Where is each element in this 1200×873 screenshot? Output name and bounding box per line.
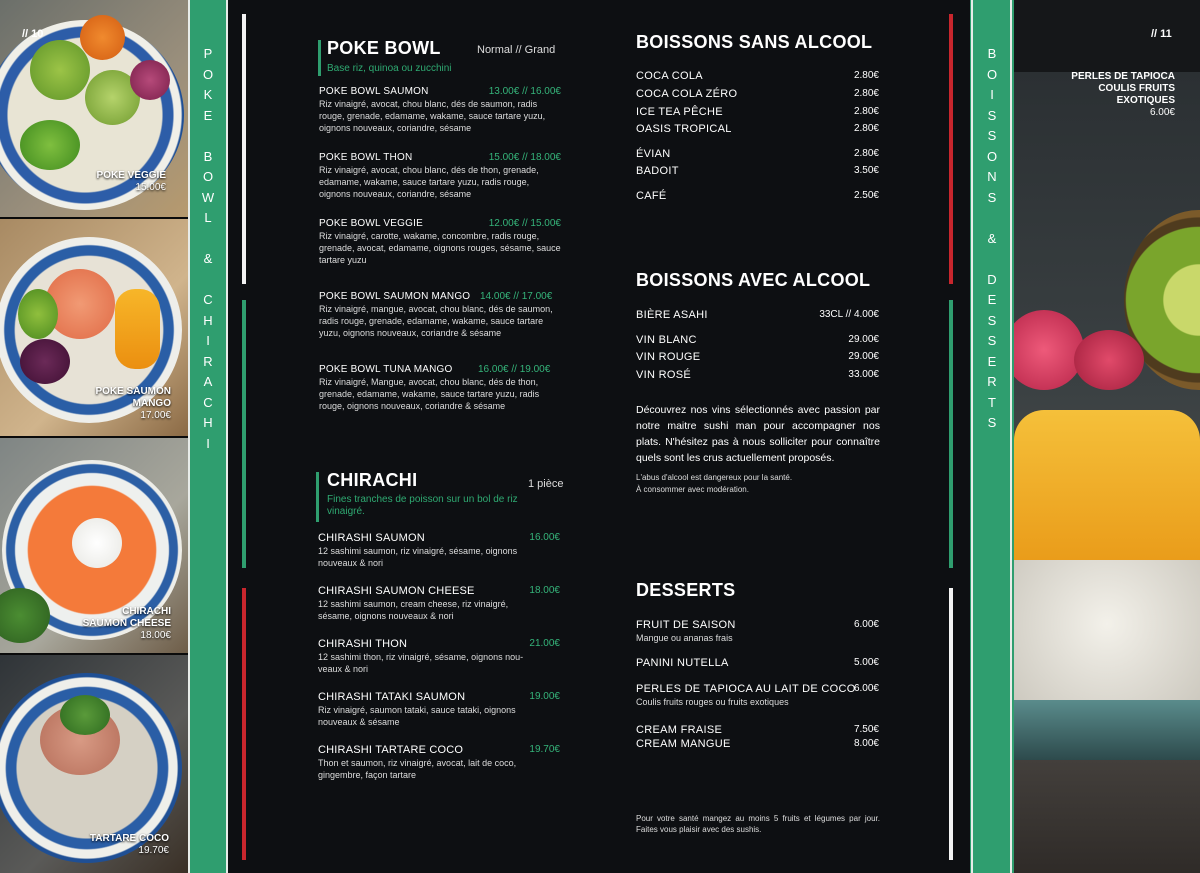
drink-item — [636, 351, 879, 363]
drink-item — [636, 309, 879, 321]
item-price: 6.00€ — [853, 619, 879, 630]
item-price: 2.80€ — [853, 123, 879, 134]
drink-item — [636, 369, 879, 381]
item-price: 2.80€ — [853, 88, 879, 99]
health-note: Pour votre santé mangez au moins 5 fruits et légumes par jour. Faites vous plaisir avec des sushis. — [636, 814, 880, 834]
band-vertical-text-left — [193, 44, 223, 454]
soft-drinks-title: BOISSONS SANS ALCOOL — [636, 32, 873, 52]
menu-item — [319, 364, 561, 412]
item-name: COCA COLA ZÉRO — [636, 88, 738, 100]
drink-item — [636, 123, 879, 135]
band-letter: D — [987, 271, 997, 287]
band-letter: T — [988, 394, 996, 410]
item-price: 16.00€ — [529, 532, 560, 543]
item-name: CHIRASHI THON — [318, 638, 408, 650]
band-letter: & — [987, 230, 997, 246]
drink-item — [636, 148, 879, 160]
drink-item — [636, 165, 879, 177]
item-price: 19.00€ — [529, 691, 560, 702]
band-letter — [977, 208, 1007, 229]
dessert-item — [636, 619, 879, 644]
bar-red-right — [949, 14, 953, 284]
drink-item — [636, 88, 879, 100]
caption-poke-veggie: POKE VEGGIE 15.00€ — [96, 170, 166, 193]
item-name: BADOIT — [636, 165, 679, 177]
band-letter: A — [203, 374, 213, 389]
band-letter: O — [986, 148, 998, 164]
poke-title-accent — [318, 40, 321, 76]
band-letter — [977, 249, 1007, 270]
menu-item — [319, 152, 561, 200]
band-letter: C — [203, 394, 213, 410]
item-name: VIN ROUGE — [636, 351, 701, 363]
item-name: POKE BOWL SAUMON MANGO — [319, 291, 471, 302]
item-name: OASIS TROPICAL — [636, 123, 732, 135]
menu-item — [318, 532, 560, 569]
menu-item — [319, 291, 561, 339]
menu-item — [319, 218, 561, 266]
bar-green-right — [949, 300, 953, 568]
item-name: PANINI NUTELLA — [636, 657, 729, 669]
menu-item — [319, 86, 561, 134]
alcohol-warning-2: À consommer avec modération. — [636, 485, 749, 494]
item-price: 19.70€ — [529, 744, 560, 755]
item-price: 2.80€ — [853, 148, 879, 159]
band-letter: I — [206, 333, 210, 348]
item-price: 16.00€ // 19.00€ — [478, 364, 551, 375]
item-price: 33CL // 4.00€ — [819, 309, 879, 320]
item-name: BIÈRE ASAHI — [636, 309, 708, 321]
item-price: 2.50€ — [853, 190, 879, 201]
band-letter: R — [203, 353, 213, 369]
band-letter: B — [203, 148, 213, 164]
item-description: Riz vinaigré, Mangue, avocat, chou blanc, dés de thon, grenade, edamame, wakame, sauce tartare yuzu, radis rouge, oignons nouveaux, coriandre & sésame — [319, 377, 540, 411]
band-letter: N — [987, 169, 997, 184]
item-name: CHIRASHI TARTARE COCO — [318, 744, 464, 756]
drink-item — [636, 106, 879, 118]
band-letter: O — [986, 66, 998, 82]
band-letter: E — [987, 292, 997, 307]
caption-chirachi-saumon-cheese: CHIRACHI SAUMON CHEESE 18.00€ — [82, 606, 171, 641]
item-price: 7.50€ — [853, 724, 879, 735]
wine-paragraph: Découvrez nos vins sélectionnés avec passion par notre maitre sushi man pour accompagner nos plats. N'hésitez pas à nous solliciter pour connaître quels sont les crus actuellement proposés. — [636, 404, 880, 464]
bar-red-left — [242, 588, 246, 860]
menu-item — [318, 638, 560, 675]
item-description: Riz vinaigré, carotte, wakame, concombre, radis rouge, grenade, avocat, edamame, oignons rouges, sésame, sauce tartare yuzu — [319, 231, 561, 265]
band-letter: W — [201, 189, 215, 205]
bar-white-left — [242, 14, 246, 284]
band-letter: S — [987, 415, 997, 430]
item-description: Riz vinaigré, saumon tataki, sauce tataki, oignons nouveaux & sésame — [318, 705, 516, 727]
item-name: VIN ROSÉ — [636, 369, 691, 381]
dessert-item — [636, 683, 879, 708]
item-description: Riz vinaigré, mangue, avocat, chou blanc, dés de saumon, radis rouge, grenade, edamame, wakame, sauce tartare yuzu, oignons nouveaux, coriandre & sésame — [319, 304, 553, 338]
band-letter: S — [987, 333, 997, 348]
item-name: CHIRASHI SAUMON CHEESE — [318, 585, 475, 597]
band-letter — [193, 270, 223, 291]
band-letter: O — [202, 66, 214, 82]
bar-green-left — [242, 300, 246, 568]
item-price: 12.00€ // 15.00€ — [488, 218, 561, 229]
band-letter: I — [990, 87, 994, 102]
item-description: 12 sashimi thon, riz vinaigré, sésame, oignons nou-veaux & nori — [318, 652, 524, 674]
item-price: 6.00€ — [853, 683, 879, 694]
right-photo-caption: PERLES DE TAPIOCA COULIS FRUITS EXOTIQUES 6.00€ — [1071, 71, 1175, 118]
band-letter: L — [204, 210, 212, 225]
item-price: 29.00€ — [848, 351, 879, 362]
band-letter: E — [987, 353, 997, 369]
item-name: CAFÉ — [636, 190, 667, 202]
alcohol-warning-1: L'abus d'alcool est dangereux pour la santé. — [636, 473, 793, 482]
menu-item — [318, 585, 560, 622]
band-letter: S — [987, 312, 997, 328]
item-name: ÉVIAN — [636, 148, 671, 160]
item-price: 29.00€ — [848, 334, 879, 345]
item-name: ICE TEA PÊCHE — [636, 106, 723, 118]
photo-tapioca-dessert — [1014, 0, 1200, 873]
band-vertical-text-right — [977, 44, 1007, 434]
item-price: 13.00€ // 16.00€ — [488, 86, 561, 97]
band-letter: R — [987, 374, 997, 389]
dessert-item — [636, 738, 879, 750]
band-letter: I — [206, 435, 210, 451]
item-price: 8.00€ — [853, 738, 879, 749]
dessert-item — [636, 724, 879, 736]
poke-size-note: Normal // Grand — [477, 44, 556, 56]
page-number-right: // 11 — [1151, 28, 1172, 40]
band-letter: C — [203, 292, 213, 307]
poke-subtitle: Base riz, quinoa ou zucchini — [327, 63, 452, 74]
band-letter: S — [987, 128, 997, 143]
band-letter: & — [203, 251, 213, 266]
item-description: Coulis fruits rouges ou fruits exotiques — [636, 697, 789, 707]
band-letter: H — [203, 312, 213, 328]
alcohol-title: BOISSONS AVEC ALCOOL — [636, 270, 871, 290]
caption-poke-saumon-mango: POKE SAUMON MANGO 17.00€ — [95, 386, 171, 421]
item-name: VIN BLANC — [636, 334, 697, 346]
band-letter: E — [203, 107, 213, 123]
item-price: 18.00€ — [529, 585, 560, 596]
item-description: Riz vinaigré, avocat, chou blanc, dés de saumon, radis rouge, grenade, edamame, wakame, sauce tartare yuzu, oignons nouveaux, coriandre, sésame — [319, 99, 546, 133]
item-price: 21.00€ — [529, 638, 560, 649]
chirachi-title: CHIRACHI — [327, 470, 418, 490]
menu-item — [318, 744, 560, 781]
item-name: COCA COLA — [636, 70, 703, 82]
drink-item — [636, 334, 879, 346]
bar-white-right — [949, 588, 953, 860]
band-edge-right-b — [1010, 0, 1012, 873]
item-name: CHIRASHI SAUMON — [318, 532, 425, 544]
item-name: POKE BOWL VEGGIE — [319, 218, 423, 229]
desserts-title: DESSERTS — [636, 580, 736, 600]
chirachi-title-accent — [316, 472, 319, 522]
item-description: 12 sashimi saumon, cream cheese, riz vinaigré, sésame, oignons nouveaux & nori — [318, 599, 509, 621]
item-name: CREAM FRAISE — [636, 724, 723, 736]
band-letter: H — [203, 415, 213, 430]
drink-item — [636, 190, 879, 202]
poke-title: POKE BOWL — [327, 38, 441, 58]
item-description: Mangue ou ananas frais — [636, 633, 733, 643]
band-edge-right-a — [971, 0, 973, 873]
item-name: CREAM MANGUE — [636, 738, 731, 750]
item-description: 12 sashimi saumon, riz vinaigré, sésame, oignons nouveaux & nori — [318, 546, 518, 568]
band-letter: K — [203, 87, 213, 102]
item-description: Thon et saumon, riz vinaigré, avocat, lait de coco, gingembre, façon tartare — [318, 758, 517, 780]
item-name: PERLES DE TAPIOCA AU LAIT DE COCO — [636, 683, 856, 695]
item-price: 33.00€ — [848, 369, 879, 380]
chirachi-subtitle: Fines tranches de poisson sur un bol de riz vinaigré. — [327, 494, 518, 517]
item-name: CHIRASHI TATAKI SAUMON — [318, 691, 466, 703]
item-description: Riz vinaigré, avocat, chou blanc, dés de thon, grenade, edamame, wakame, sauce tartare yuzu, radis rouge, oignons nouveaux, coriandre, sésame — [319, 165, 539, 199]
page-number-left: // 10 — [22, 28, 44, 40]
item-name: POKE BOWL THON — [319, 152, 413, 163]
band-letter: S — [987, 189, 997, 205]
item-name: POKE BOWL SAUMON — [319, 86, 429, 97]
band-letter — [193, 126, 223, 147]
item-price: 3.50€ — [853, 165, 879, 176]
drink-item — [636, 70, 879, 82]
band-letter: O — [202, 169, 214, 184]
chirachi-size-note: 1 pièce — [528, 478, 564, 490]
caption-tartare-coco: TARTARE COCO 19.70€ — [89, 833, 169, 856]
item-price: 15.00€ // 18.00€ — [488, 152, 561, 163]
item-price: 5.00€ — [853, 657, 879, 668]
band-letter — [193, 229, 223, 250]
item-price: 14.00€ // 17.00€ — [480, 291, 553, 302]
band-letter: B — [987, 46, 997, 61]
menu-item — [318, 691, 560, 728]
dessert-item — [636, 657, 879, 669]
band-edge-left — [188, 0, 190, 873]
item-name: POKE BOWL TUNA MANGO — [319, 364, 453, 375]
item-name: FRUIT DE SAISON — [636, 619, 736, 631]
band-letter: S — [987, 107, 997, 123]
band-letter: P — [203, 46, 213, 61]
item-price: 2.80€ — [853, 106, 879, 117]
item-price: 2.80€ — [853, 70, 879, 81]
